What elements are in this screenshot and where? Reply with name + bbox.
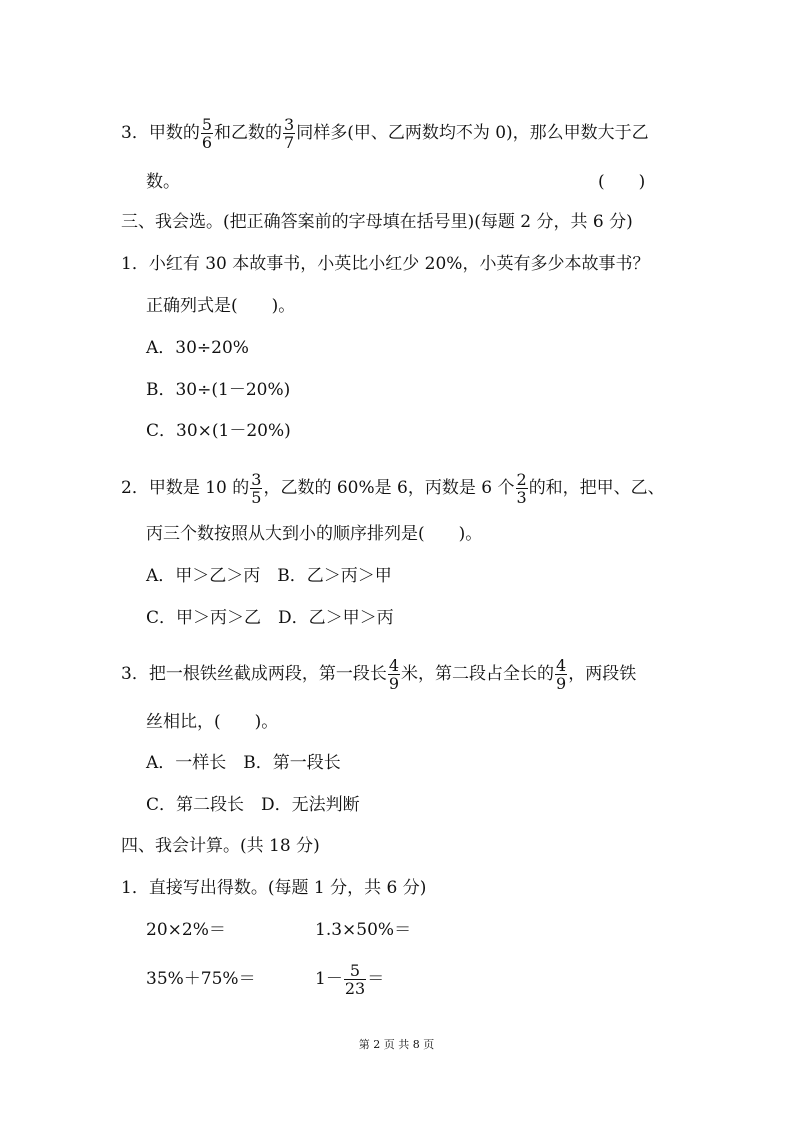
- judge-q3-line1: [121, 116, 649, 151]
- section4-heading: 四、我会计算。(共 18 分): [121, 836, 320, 856]
- choice-q1-option-b: B．30÷(1－20%): [146, 380, 291, 400]
- choice-q3-options-ab: A．一样长 B．第一段长: [146, 753, 341, 773]
- judge-q3-text-3: 同样多(甲、乙两数均不为 0)，那么甲数大于乙: [296, 123, 649, 143]
- choice-q3-text-1: 3．把一根铁丝截成两段，第一段长: [121, 664, 387, 684]
- choice-q2-text-3: 的和，把甲、乙、: [528, 478, 665, 498]
- calc-expr-4-prefix: 1－: [315, 969, 343, 989]
- calc-expr-2: 1.3×50%＝: [315, 920, 412, 940]
- choice-q1-option-c: C．30×(1－20%): [146, 421, 291, 441]
- fraction-5-23: $\frac{5}{23}$: [344, 961, 366, 998]
- judge-q3-text-1: 3．甲数的: [121, 123, 200, 143]
- choice-q2-text-1: 2．甲数是 10 的: [121, 478, 250, 498]
- answer-parenthesis[interactable]: ( ): [598, 172, 646, 192]
- judge-q3-line2: 数。: [146, 172, 180, 192]
- page-footer: 第 2 页 共 8 页: [358, 1038, 435, 1051]
- fraction-4-9-first: $\frac{4}{9}$: [388, 656, 400, 693]
- choice-q3-options-cd: C．第二段长 D．无法判断: [146, 795, 360, 815]
- choice-q1-line1: 1．小红有 30 本故事书，小英比小红少 20%，小英有多少本故事书？: [121, 254, 650, 274]
- fraction-5-6: $\frac{5}{6}$: [201, 115, 213, 152]
- fraction-2-3: $\frac{2}{3}$: [516, 470, 527, 507]
- section3-heading: 三、我会选。(把正确答案前的字母填在括号里)(每题 2 分，共 6 分): [121, 212, 633, 232]
- calc-expr-3: 35%＋75%＝: [146, 969, 256, 989]
- choice-q2-options-cd: C．甲＞丙＞乙 D．乙＞甲＞丙: [146, 608, 394, 628]
- choice-q3-text-3: ，两段铁: [568, 664, 637, 684]
- choice-q2-text-2: ，乙数的 60%是 6，丙数是 6 个: [263, 478, 515, 498]
- fraction-4-9-second: $\frac{4}{9}$: [556, 656, 567, 693]
- calc-expr-1: 20×2%＝: [146, 920, 226, 940]
- choice-q3-line1: [121, 657, 636, 692]
- choice-q1-option-a: A．30÷20%: [146, 338, 249, 358]
- choice-q2-line2: 丙三个数按照从大到小的顺序排列是( )。: [146, 524, 483, 544]
- choice-q3-line2: 丝相比，( )。: [146, 712, 279, 732]
- calc-expr-4: [315, 962, 384, 997]
- calc-q1-title: 1．直接写出得数。(每题 1 分，共 6 分): [121, 878, 427, 898]
- choice-q2-line1: [121, 471, 665, 506]
- fraction-3-7: $\frac{3}{7}$: [284, 115, 295, 152]
- choice-q1-line2: 正确列式是( )。: [146, 296, 296, 316]
- calc-expr-4-suffix: ＝: [367, 969, 385, 989]
- judge-q3-text-2: 和乙数的: [214, 123, 283, 143]
- choice-q2-options-ab: A．甲＞乙＞丙 B．乙＞丙＞甲: [146, 566, 392, 586]
- choice-q3-text-2: 米，第二段占全长的: [401, 664, 555, 684]
- fraction-3-5: $\frac{3}{5}$: [251, 470, 262, 507]
